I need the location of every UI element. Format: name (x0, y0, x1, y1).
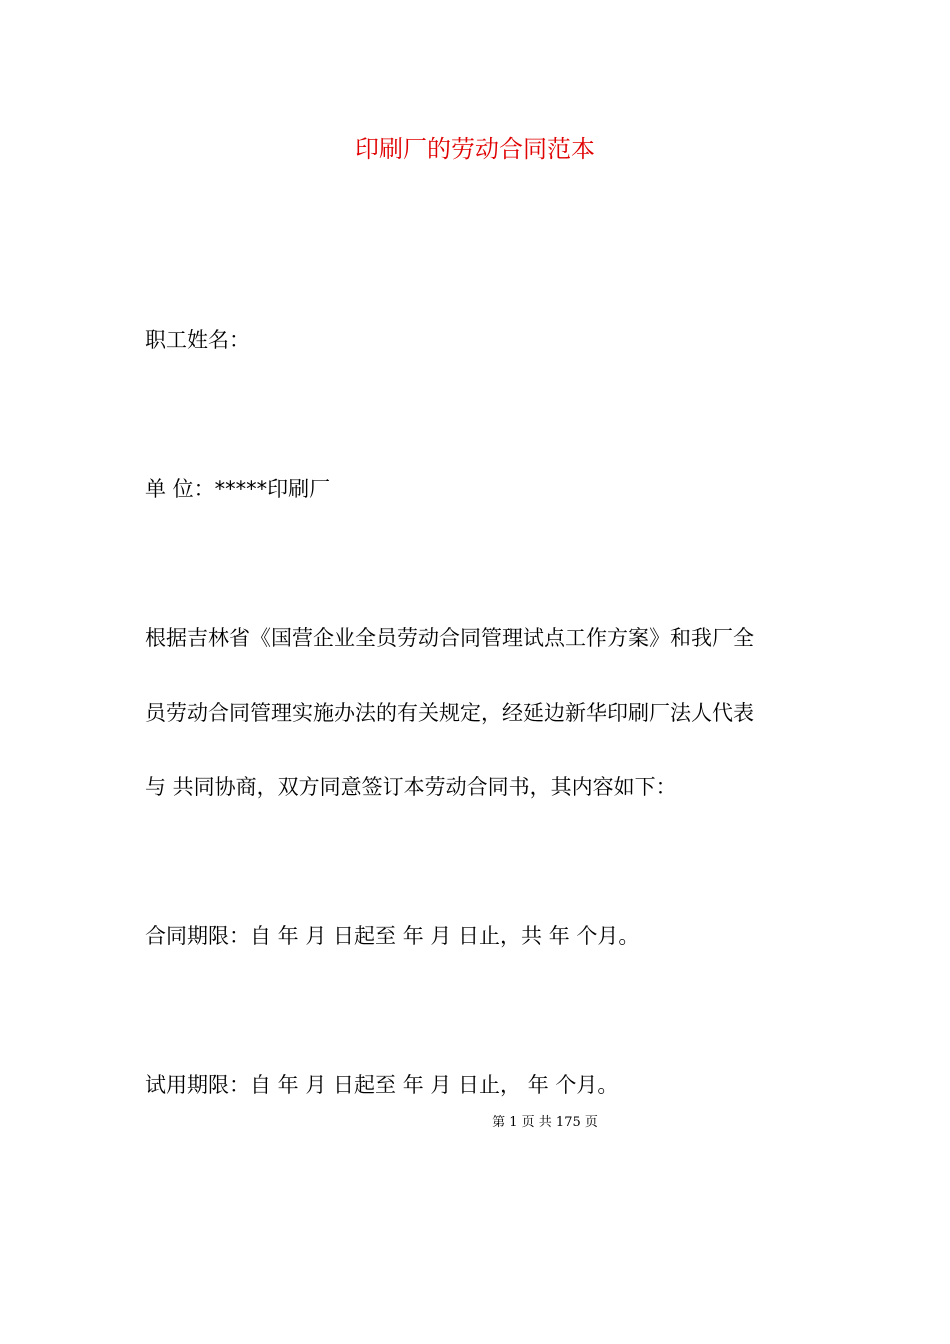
contract-term-line: 合同期限：自 年 月 日起至 年 月 日止，共 年 个月。 (145, 924, 640, 948)
probation-term-line: 试用期限：自 年 月 日起至 年 月 日止， 年 个月。 (145, 1073, 619, 1097)
unit-line: 单 位：*****印刷厂 (145, 477, 331, 501)
document-title: 印刷厂的劳动合同范本 (355, 135, 595, 163)
intro-paragraph-line-3: 与 共同协商，双方同意签订本劳动合同书，其内容如下： (145, 775, 677, 799)
intro-paragraph-line-1: 根据吉林省《国营企业全员劳动合同管理试点工作方案》和我厂全 (145, 626, 754, 650)
intro-paragraph-line-2: 员劳动合同管理实施办法的有关规定，经延边新华印刷厂法人代表 (145, 701, 754, 725)
page-number-footer: 第 1 页 共 175 页 (492, 1115, 598, 1130)
employee-name-label: 职工姓名： (145, 328, 250, 352)
